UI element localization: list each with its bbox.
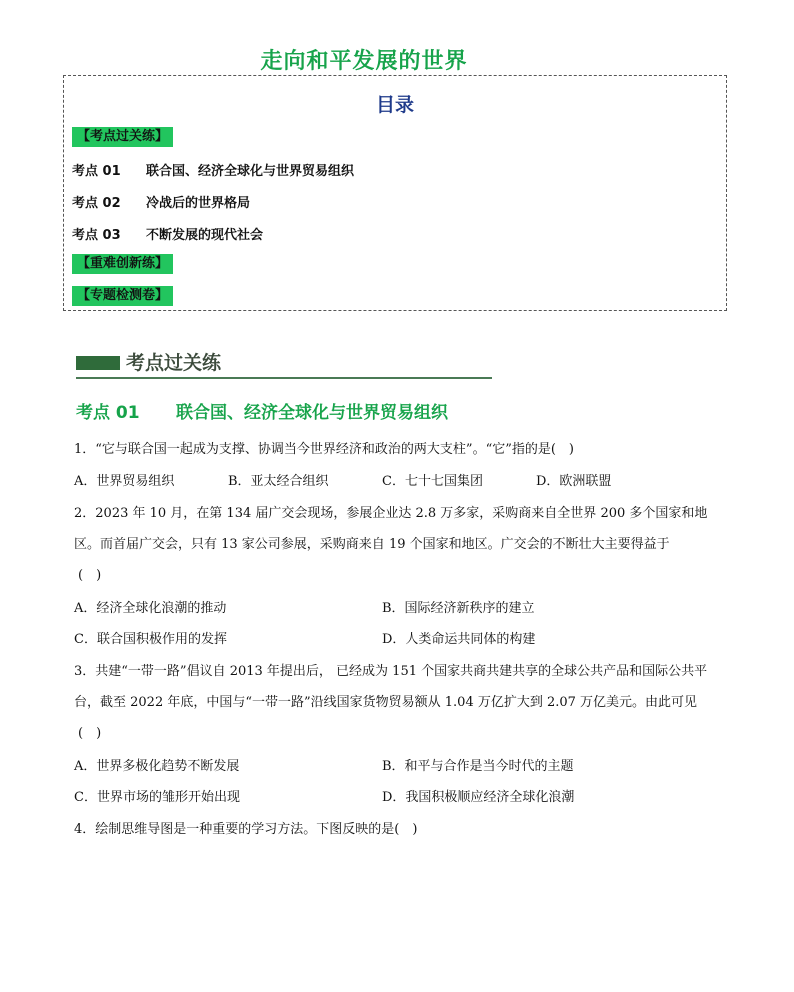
question-2-line-2: 区。而首届广交会，只有 13 家公司参展，采购商来自 19 个国家和地区。广交会的不断壮大主要得益于 <box>74 537 670 552</box>
banner-underline <box>76 377 492 379</box>
question-2-blank: ( ) <box>78 568 102 583</box>
q1-option-d[interactable]: D．欧洲联盟 <box>536 474 612 489</box>
q2-option-a[interactable]: A．经济全球化浪潮的推动 <box>74 601 227 616</box>
toc-item-2[interactable] <box>72 192 250 211</box>
toc-tag-practice[interactable]: 【考点过关练】 <box>72 127 173 147</box>
question-3-line-1: 3．共建“一带一路”倡议自 2013 年提出后， 已经成为 151 个国家共商共建共享的全球公共产品和国际公共平 <box>74 664 708 679</box>
q1-option-b[interactable]: B．亚太经合组织 <box>228 474 329 489</box>
q2-option-c[interactable]: C．联合国积极作用的发挥 <box>74 632 227 647</box>
section-heading-kp01 <box>76 398 448 423</box>
toc-item-text: 冷战后的世界格局 <box>146 196 251 211</box>
page-title: 走向和平发展的世界 <box>260 49 468 74</box>
q3-option-a[interactable]: A．世界多极化趋势不断发展 <box>74 759 240 774</box>
q1-option-a[interactable]: A．世界贸易组织 <box>74 474 175 489</box>
toc-item-num: 考点 03 <box>72 228 121 243</box>
q2-option-b[interactable]: B．国际经济新秩序的建立 <box>382 601 535 616</box>
banner-bar <box>76 356 120 370</box>
q3-option-b[interactable]: B．和平与合作是当今时代的主题 <box>382 759 574 774</box>
question-4-stem: 4．绘制思维导图是一种重要的学习方法。下图反映的是( ) <box>74 822 418 837</box>
banner-title: 考点过关练 <box>126 352 222 374</box>
toc-item-3[interactable] <box>72 224 263 243</box>
toc-heading: 目录 <box>375 94 414 116</box>
toc-item-num: 考点 02 <box>72 196 121 211</box>
q3-option-d[interactable]: D．我国积极顺应经济全球化浪潮 <box>382 790 575 805</box>
question-3-blank: ( ) <box>78 726 102 741</box>
toc-item-text: 联合国、经济全球化与世界贸易组织 <box>146 164 355 179</box>
kp-text: 联合国、经济全球化与世界贸易组织 <box>176 403 448 423</box>
question-1-stem: 1．“它与联合国一起成为支撑、协调当今世界经济和政治的两大支柱”。“它”指的是( ) <box>74 442 574 457</box>
kp-num: 考点 01 <box>76 403 140 423</box>
toc-tag-test[interactable]: 【专题检测卷】 <box>72 286 173 306</box>
toc-item-text: 不断发展的现代社会 <box>146 228 264 243</box>
question-3-line-2: 台，截至 2022 年底，中国与“一带一路”沿线国家货物贸易额从 1.04 万亿扩大到 2.07 万亿美元。由此可见 <box>74 695 698 710</box>
q1-option-c[interactable]: C．七十七国集团 <box>382 474 483 489</box>
table-of-contents <box>63 75 727 311</box>
section-banner <box>76 348 492 380</box>
toc-tag-innovation[interactable]: 【重难创新练】 <box>72 254 173 274</box>
q2-option-d[interactable]: D．人类命运共同体的构建 <box>382 632 536 647</box>
question-2-line-1: 2．2023 年 10 月，在第 134 届广交会现场，参展企业达 2.8 万多家，采购商来自全世界 200 多个国家和地 <box>74 506 708 521</box>
toc-item-num: 考点 01 <box>72 164 121 179</box>
toc-item-1[interactable] <box>72 160 354 179</box>
q3-option-c[interactable]: C．世界市场的雏形开始出现 <box>74 790 240 805</box>
